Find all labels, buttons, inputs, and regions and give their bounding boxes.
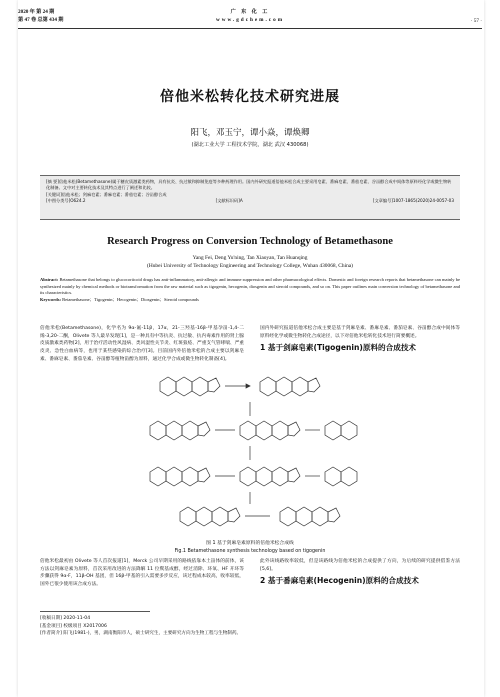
paper-title-en: Research Progress on Conversion Technology of Betamethasone (107, 236, 393, 247)
keywords-en: Betamethasone；Tigogenin；Hecogenin；Diosgenin；Steroid compounds (62, 296, 199, 302)
header-rule (18, 28, 482, 29)
synthesis-route-figure (120, 364, 375, 536)
journal-url: www.gdchem.com (215, 17, 285, 23)
body-left-column (40, 558, 244, 589)
steroid-structure-2 (260, 377, 320, 396)
body-paragraph-right: 此外该线路收率较低，但是该路线为倍他米松的合成提供了方向，为后续的研究提供借鉴方法[5,6]。 (260, 559, 460, 572)
issue-line2: 第 47 卷 总第 434 期 (18, 17, 64, 23)
document-code: [文献标识码]A (215, 197, 243, 203)
journal-info (18, 8, 482, 24)
intro-paragraph-right: 国内外研究报道倍他米松合成主要是基于剑麻皂素、番麻皂素、番茄皂素、谷甾醇合成中间体等原料经化学或微生物转化合成途径，以下对倍他米松转化技术进行简要概述。 (260, 326, 460, 339)
keywords-en-label: Keywords: (40, 296, 61, 302)
authors-en: Yang Fei, Deng Yu'ning, Tan Xiaoyan, Tan Huanqing (192, 255, 308, 261)
section-2-heading: 2 基于番麻皂素(Hecogenin)原料的合成技术 (260, 576, 419, 586)
steroid-structure-1 (160, 377, 220, 396)
steroid-structure-8 (325, 467, 357, 486)
article-number: [文章编号]1007-1865(2020)24-0057-03 (372, 197, 454, 203)
steroid-structure-4 (240, 421, 300, 440)
classification-row (46, 198, 454, 204)
body-right-column (260, 558, 460, 586)
abstract-en-block (40, 277, 460, 303)
steroid-structure-7 (240, 467, 300, 486)
affiliation-en: (Hubei University of Technology Engineering and Technology College, Wuhan 430068, China) (147, 263, 353, 269)
figure-caption-en: Fig.1 Betamethasone synthesis technology based on tigogenin (174, 549, 326, 554)
footnote-fund: [基金项目] 校级项目 X2017006 (40, 623, 107, 629)
clc-number: [中图分类号]O624.2 (46, 197, 86, 203)
abstract-cn-box (40, 175, 460, 220)
abstract-cn: [摘 要]倍他米松(Betamethasone)属于糖皮质激素类药物，具有抗炎、抗过敏和抑制免疫等多种药理作用。国内外研究报道倍他米松合成主要采用皂素、番麻皂素、番茄皂素、谷甾醇合成中间体等原料经化学或微生物转化制备。文中对主要转化技术及其特点进行了阐述和比较。 (46, 179, 452, 191)
steroid-structure-3 (150, 421, 210, 440)
figure-caption (0, 540, 500, 556)
page-number: · 57 · (470, 18, 482, 24)
intro-right-column (260, 325, 460, 353)
intro-paragraph-left: 倍他米松(Betamethasone)，化学名为 9α-氟-11β，17α，21-三羟基-16β-甲基孕甾-1,4-二烯-3,20-二酮，Olivete 等人最早发现[1]，是一种具有中等抗炎、抗过敏、抗内毒素作用的肾上腺皮质激素类药物[2]，用于治疗活动性风湿病、类风湿性关节炎、红斑狼疮、严重支气管哮喘、严重皮炎、急性白血病等，也用于某些感染的综合治疗[3]。目前国内外倍他米松的合成主要以剑麻皂素、番麻皂素、番茄皂素、谷甾醇等植物甾醇为原料，通过化学合成或微生物转化制备[4]。 (40, 326, 244, 362)
footnote-rule (40, 611, 150, 612)
paper-title-cn: 倍他米松转化技术研究进展 (160, 89, 340, 105)
journal-name: 广 东 化 工 (230, 9, 270, 15)
intro-left-column (40, 325, 244, 363)
affiliation-cn: (湖北工业大学 工程技术学院，湖北 武汉 430068) (191, 142, 309, 148)
issue-line1: 2020 年 第 24 期 (18, 9, 55, 15)
steroid-structure-6 (150, 467, 210, 486)
steroid-structure-10 (280, 507, 340, 526)
steroid-structure-5 (325, 421, 357, 440)
abstract-en: Betamethasone that belongs to glucocorticoid drugs has anti-inflammatory, anti-allergic and immune suppression and other pharmacological effects. Domestic and foreign research reports that betamethasone can mainly be synthesized mainly by chemical methods or biotransformation from the raw material such as tigogenin, hecogenin, diosgenin and steroid compounds, and so on. This paper outlines main conversion technology of betamethasone and its characteristics. (40, 277, 460, 296)
figure-caption-cn: 图 1 基于剑麻皂素原料的倍他米松合成线 (206, 541, 294, 546)
keywords-cn: [关键词]倍他米松；剑麻皂素；番麻皂素；番茄皂素；谷甾醇合成 (46, 191, 167, 197)
abstract-en-label: Abstract: (40, 277, 59, 282)
footnote-author-bio: [作者简介] 阳飞(1981-)，男，湖南衡阳市人，硕士研究生，主要研究方向为生物工程与生物制药。 (40, 631, 242, 637)
steroid-structure-9 (180, 507, 240, 526)
authors-cn: 阳飞，邓玉宁，谭小焱，谭焕卿 (190, 128, 310, 138)
body-paragraph-left: 倍他米松最初由 Olivete 等人首次报道[1]，Merck 公司早期采用的路线依靠本土甾体的前体，该方法以剑麻皂素为原料，首次采用改进的方法降解 11 位羰基成醇，经过消除、环氧、HF 开环等步骤获得 9α-F，11β-OH 基团，但 16β-甲基的引入需要多步反应，该过程成本较高，收率较低，国外已很少使用该合成方法。 (40, 559, 244, 588)
section-1-heading: 1 基于剑麻皂素(Tigogenin)原料的合成技术 (260, 343, 417, 353)
arrow-head-1 (246, 384, 250, 388)
footnotes (40, 615, 460, 638)
footnote-received: [收稿日期] 2020-11-04 (40, 616, 91, 621)
